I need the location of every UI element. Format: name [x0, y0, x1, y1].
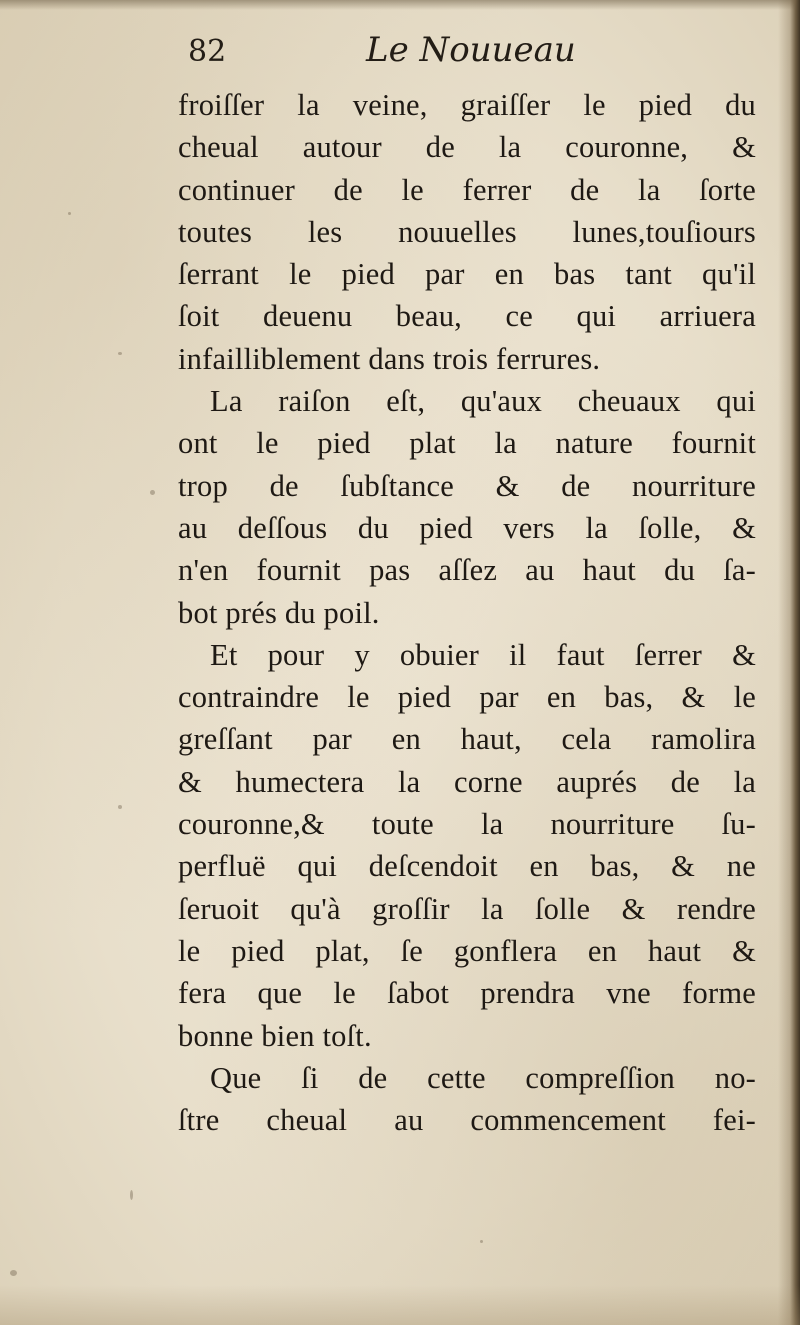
text-line: ſerrant le pied par en bas tant qu'il	[178, 257, 756, 292]
page-top-edge	[0, 0, 800, 10]
text-line: fera que le ſabot prendra vne forme	[178, 976, 756, 1011]
text-line: infailliblement dans trois ferrures.	[178, 341, 601, 376]
text-line: perfluë qui deſcendoit en bas, & ne	[178, 849, 756, 884]
text-line: froiſſer la veine, graiſſer le pied du	[178, 88, 756, 122]
paper-speck	[480, 1240, 483, 1243]
text-line: & humectera la corne auprés de la	[178, 764, 756, 799]
text-line: ſtre cheual au commencement fei-	[178, 1103, 756, 1138]
paper-speck	[10, 1270, 17, 1276]
text-line: ſoit deuenu beau, ce qui arriuera	[178, 299, 756, 334]
paper-speck	[118, 352, 122, 355]
text-line: cheual autour de la couronne, &	[178, 130, 756, 165]
paper-speck	[130, 1190, 133, 1200]
text-line: au deſſous du pied vers la ſolle, &	[178, 510, 756, 545]
paragraph-first-line: Que ſi de cette compreſſion no-	[210, 1060, 756, 1095]
paragraph-first-line: Et pour y obuier il faut ſerrer &	[210, 637, 756, 672]
page-spine-shadow	[778, 0, 800, 1325]
text-line: n'en fournit pas aſſez au haut du ſa-	[178, 553, 756, 588]
running-head: Le Nouueau	[366, 30, 576, 70]
text-line: trop de ſubſtance & de nourriture	[178, 468, 756, 503]
text-line: bot prés du poil.	[178, 595, 380, 630]
body-text	[178, 84, 756, 1141]
text-line: couronne,& toute la nourriture ſu-	[178, 807, 756, 842]
text-line: le pied plat, ſe gonflera en haut &	[178, 933, 756, 968]
text-line: toutes les nouuelles lunes,touſiours	[178, 214, 756, 249]
paper-speck	[150, 490, 155, 495]
text-line: continuer de le ferrer de la ſorte	[178, 172, 756, 207]
text-line: greſſant par en haut, cela ramolira	[178, 722, 756, 757]
paper-speck	[68, 212, 71, 215]
page-header	[188, 30, 748, 80]
text-line: ſeruoit qu'à groſſir la ſolle & rendre	[178, 891, 756, 926]
text-line: bonne bien toſt.	[178, 1018, 372, 1053]
paragraph-first-line: La raiſon eſt, qu'aux cheuaux qui	[210, 384, 756, 419]
page-number: 82	[188, 34, 227, 69]
text-line: ont le pied plat la nature fournit	[178, 426, 756, 461]
paper-speck	[118, 805, 122, 809]
text-line: contraindre le pied par en bas, & le	[178, 680, 756, 715]
page-bottom-edge	[0, 1285, 800, 1325]
